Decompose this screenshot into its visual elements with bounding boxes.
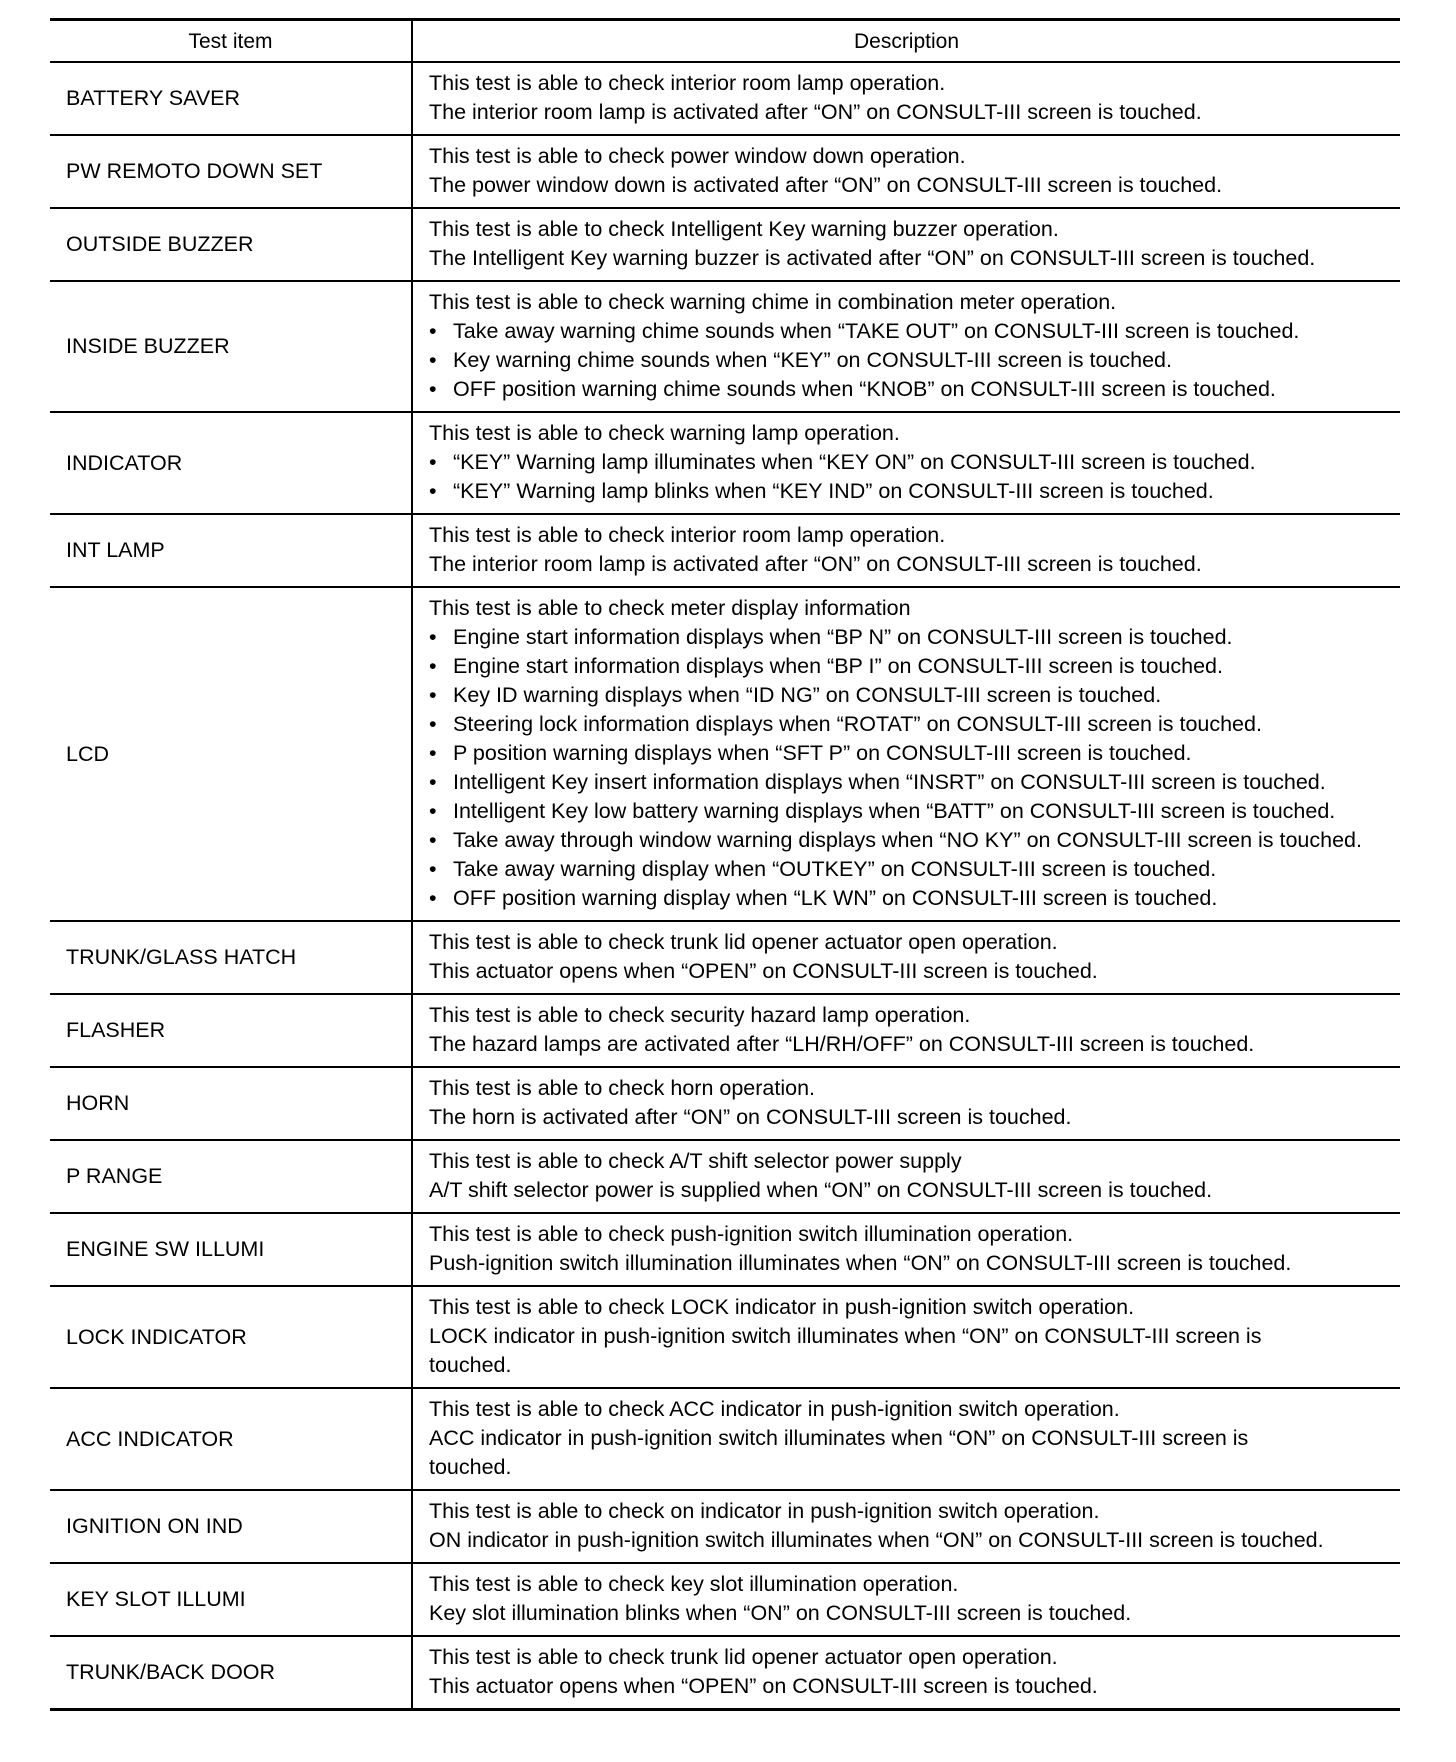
description-line: This test is able to check push-ignition switch illumination operation. xyxy=(429,1222,1074,1246)
table-row xyxy=(50,1388,1400,1490)
test-item-cell: LOCK INDICATOR xyxy=(50,1286,412,1388)
description-cell xyxy=(412,1213,1400,1286)
bullet-item: • Key warning chime sounds when “KEY” on CONSULT-III screen is touched. xyxy=(429,346,1400,375)
description-line: The interior room lamp is activated after “ON” on CONSULT-III screen is touched. xyxy=(429,100,1202,124)
description-line: LOCK indicator in push-ignition switch illuminates when “ON” on CONSULT-III screen is xyxy=(429,1324,1262,1348)
description-line: The interior room lamp is activated after “ON” on CONSULT-III screen is touched. xyxy=(429,552,1202,576)
description-line: This test is able to check warning lamp operation. xyxy=(429,421,900,445)
test-item-cell: KEY SLOT ILLUMI xyxy=(50,1563,412,1636)
description-cell xyxy=(412,1636,1400,1710)
test-item-cell: P RANGE xyxy=(50,1140,412,1213)
description-line: The horn is activated after “ON” on CONSULT-III screen is touched. xyxy=(429,1105,1072,1129)
bullet-item: • Intelligent Key low battery warning displays when “BATT” on CONSULT-III screen is touched. xyxy=(429,797,1400,826)
table-body xyxy=(50,62,1400,1710)
description-line: ACC indicator in push-ignition switch illuminates when “ON” on CONSULT-III screen is xyxy=(429,1426,1249,1450)
table-row xyxy=(50,1563,1400,1636)
description-cell xyxy=(412,281,1400,412)
table-row xyxy=(50,514,1400,587)
table-row xyxy=(50,135,1400,208)
description-line: This test is able to check trunk lid opener actuator open operation. xyxy=(429,930,1058,954)
description-cell xyxy=(412,994,1400,1067)
bullet-item: • “KEY” Warning lamp illuminates when “KEY ON” on CONSULT-III screen is touched. xyxy=(429,448,1400,477)
bullet-item: • OFF position warning display when “LK WN” on CONSULT-III screen is touched. xyxy=(429,884,1400,913)
description-cell xyxy=(412,412,1400,514)
table-row xyxy=(50,1140,1400,1213)
description-line: This test is able to check interior room lamp operation. xyxy=(429,523,946,547)
table-row xyxy=(50,62,1400,135)
description-line: This test is able to check on indicator in push-ignition switch operation. xyxy=(429,1499,1100,1523)
bullet-item: • Engine start information displays when “BP N” on CONSULT-III screen is touched. xyxy=(429,623,1400,652)
header-test-item: Test item xyxy=(50,20,412,63)
table-row xyxy=(50,412,1400,514)
description-line: Push-ignition switch illumination illuminates when “ON” on CONSULT-III screen is touched. xyxy=(429,1251,1292,1275)
table-row xyxy=(50,208,1400,281)
description-line: This test is able to check trunk lid opener actuator open operation. xyxy=(429,1645,1058,1669)
description-line: This test is able to check LOCK indicator in push-ignition switch operation. xyxy=(429,1295,1135,1319)
description-cell xyxy=(412,1286,1400,1388)
test-item-cell: PW REMOTO DOWN SET xyxy=(50,135,412,208)
test-item-cell: LCD xyxy=(50,587,412,921)
bullet-item: • Engine start information displays when “BP I” on CONSULT-III screen is touched. xyxy=(429,652,1400,681)
description-line: This test is able to check meter display information xyxy=(429,596,911,620)
bullet-list xyxy=(429,448,1400,506)
description-cell xyxy=(412,1388,1400,1490)
bullet-item: • P position warning displays when “SFT P” on CONSULT-III screen is touched. xyxy=(429,739,1400,768)
description-line: This test is able to check key slot illumination operation. xyxy=(429,1572,959,1596)
description-cell xyxy=(412,208,1400,281)
table-row xyxy=(50,1213,1400,1286)
test-item-cell: TRUNK/BACK DOOR xyxy=(50,1636,412,1710)
description-cell xyxy=(412,1140,1400,1213)
test-item-cell: IGNITION ON IND xyxy=(50,1490,412,1563)
test-item-cell: HORN xyxy=(50,1067,412,1140)
bullet-item: • Key ID warning displays when “ID NG” on CONSULT-III screen is touched. xyxy=(429,681,1400,710)
test-item-cell: ACC INDICATOR xyxy=(50,1388,412,1490)
description-line: Key slot illumination blinks when “ON” on CONSULT-III screen is touched. xyxy=(429,1601,1132,1625)
description-line: This actuator opens when “OPEN” on CONSULT-III screen is touched. xyxy=(429,1674,1098,1698)
test-item-cell: OUTSIDE BUZZER xyxy=(50,208,412,281)
test-item-cell: FLASHER xyxy=(50,994,412,1067)
test-item-cell: INSIDE BUZZER xyxy=(50,281,412,412)
description-line: touched. xyxy=(429,1353,512,1377)
active-test-table xyxy=(50,18,1400,1711)
bullet-item: • Steering lock information displays when “ROTAT” on CONSULT-III screen is touched. xyxy=(429,710,1400,739)
test-item-cell: INT LAMP xyxy=(50,514,412,587)
table-row xyxy=(50,587,1400,921)
description-line: This test is able to check warning chime in combination meter operation. xyxy=(429,290,1117,314)
table-row xyxy=(50,1490,1400,1563)
description-line: This test is able to check security hazard lamp operation. xyxy=(429,1003,971,1027)
description-line: This actuator opens when “OPEN” on CONSULT-III screen is touched. xyxy=(429,959,1098,983)
description-line: This test is able to check Intelligent Key warning buzzer operation. xyxy=(429,217,1059,241)
description-line: This test is able to check horn operation. xyxy=(429,1076,816,1100)
bullet-list xyxy=(429,317,1400,404)
description-cell xyxy=(412,1563,1400,1636)
description-cell xyxy=(412,1067,1400,1140)
bullet-item: • Take away through window warning displays when “NO KY” on CONSULT-III screen is touched. xyxy=(429,826,1400,855)
description-cell xyxy=(412,135,1400,208)
description-line: The hazard lamps are activated after “LH/RH/OFF” on CONSULT-III screen is touched. xyxy=(429,1032,1255,1056)
description-line: ON indicator in push-ignition switch illuminates when “ON” on CONSULT-III screen is touched. xyxy=(429,1528,1324,1552)
bullet-list xyxy=(429,623,1400,913)
description-line: This test is able to check A/T shift selector power supply xyxy=(429,1149,962,1173)
description-cell xyxy=(412,1490,1400,1563)
header-description: Description xyxy=(412,20,1400,63)
description-line: This test is able to check power window down operation. xyxy=(429,144,966,168)
bullet-item: • Intelligent Key insert information displays when “INSRT” on CONSULT-III screen is touched. xyxy=(429,768,1400,797)
test-item-cell: BATTERY SAVER xyxy=(50,62,412,135)
description-line: This test is able to check interior room lamp operation. xyxy=(429,71,946,95)
table-row xyxy=(50,1636,1400,1710)
description-line: This test is able to check ACC indicator in push-ignition switch operation. xyxy=(429,1397,1120,1421)
description-cell xyxy=(412,514,1400,587)
table-header xyxy=(50,20,1400,63)
description-cell xyxy=(412,62,1400,135)
table-row xyxy=(50,1286,1400,1388)
description-line: The power window down is activated after “ON” on CONSULT-III screen is touched. xyxy=(429,173,1223,197)
bullet-item: • OFF position warning chime sounds when “KNOB” on CONSULT-III screen is touched. xyxy=(429,375,1400,404)
bullet-item: • Take away warning display when “OUTKEY” on CONSULT-III screen is touched. xyxy=(429,855,1400,884)
header-row xyxy=(50,20,1400,63)
table-row xyxy=(50,281,1400,412)
test-item-cell: ENGINE SW ILLUMI xyxy=(50,1213,412,1286)
test-item-cell: INDICATOR xyxy=(50,412,412,514)
description-cell xyxy=(412,587,1400,921)
table-row xyxy=(50,1067,1400,1140)
description-line: touched. xyxy=(429,1455,512,1479)
table-row xyxy=(50,994,1400,1067)
test-item-cell: TRUNK/GLASS HATCH xyxy=(50,921,412,994)
description-cell xyxy=(412,921,1400,994)
bullet-item: • Take away warning chime sounds when “TAKE OUT” on CONSULT-III screen is touched. xyxy=(429,317,1400,346)
table-row xyxy=(50,921,1400,994)
description-line: The Intelligent Key warning buzzer is activated after “ON” on CONSULT-III screen is touched. xyxy=(429,246,1316,270)
description-line: A/T shift selector power is supplied when “ON” on CONSULT-III screen is touched. xyxy=(429,1178,1213,1202)
bullet-item: • “KEY” Warning lamp blinks when “KEY IND” on CONSULT-III screen is touched. xyxy=(429,477,1400,506)
